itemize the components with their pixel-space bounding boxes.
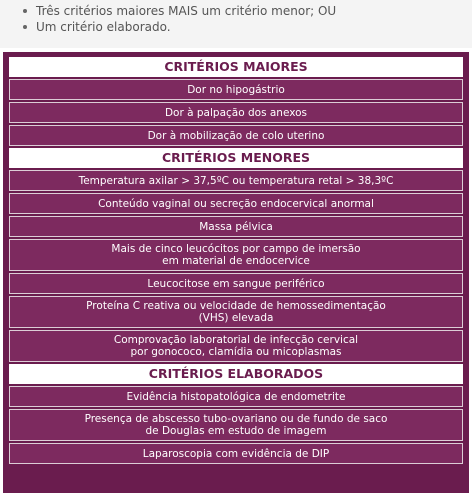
criteria-table xyxy=(3,52,469,493)
criteria-row: Temperatura axilar > 37,5ºC ou temperatura retal > 38,3ºC xyxy=(9,170,463,191)
criteria-row: Massa pélvica xyxy=(9,216,463,237)
criteria-row: Conteúdo vaginal ou secreção endocervical anormal xyxy=(9,193,463,214)
criteria-row: Comprovação laboratorial de infecção cervical por gonococo, clamídia ou micoplasmas xyxy=(9,330,463,362)
intro-item-text: Um critério elaborado. xyxy=(36,20,171,34)
section-header-elaborate: CRITÉRIOS ELABORADOS xyxy=(9,364,463,384)
bullet-icon xyxy=(23,25,27,29)
criteria-row: Leucocitose em sangue periférico xyxy=(9,273,463,294)
criteria-row: Evidência histopatológica de endometrite xyxy=(9,386,463,407)
intro-item xyxy=(36,3,472,19)
intro-item xyxy=(36,19,472,35)
intro-list xyxy=(0,0,472,35)
bullet-icon xyxy=(23,9,27,13)
criteria-row: Laparoscopia com evidência de DIP xyxy=(9,443,463,464)
criteria-row: Dor à mobilização de colo uterino xyxy=(9,125,463,146)
intro-section xyxy=(0,0,472,48)
criteria-row: Dor no hipogástrio xyxy=(9,79,463,100)
criteria-row: Dor à palpação dos anexos xyxy=(9,102,463,123)
criteria-row: Presença de abscesso tubo-ovariano ou de fundo de saco de Douglas em estudo de imagem xyxy=(9,409,463,441)
criteria-row: Proteína C reativa ou velocidade de hemossedimentação (VHS) elevada xyxy=(9,296,463,328)
section-header-major: CRITÉRIOS MAIORES xyxy=(9,57,463,77)
intro-item-text: Três critérios maiores MAIS um critério menor; OU xyxy=(36,4,337,18)
criteria-table-frame xyxy=(0,48,472,496)
section-header-minor: CRITÉRIOS MENORES xyxy=(9,148,463,168)
criteria-row: Mais de cinco leucócitos por campo de imersão em material de endocervice xyxy=(9,239,463,271)
